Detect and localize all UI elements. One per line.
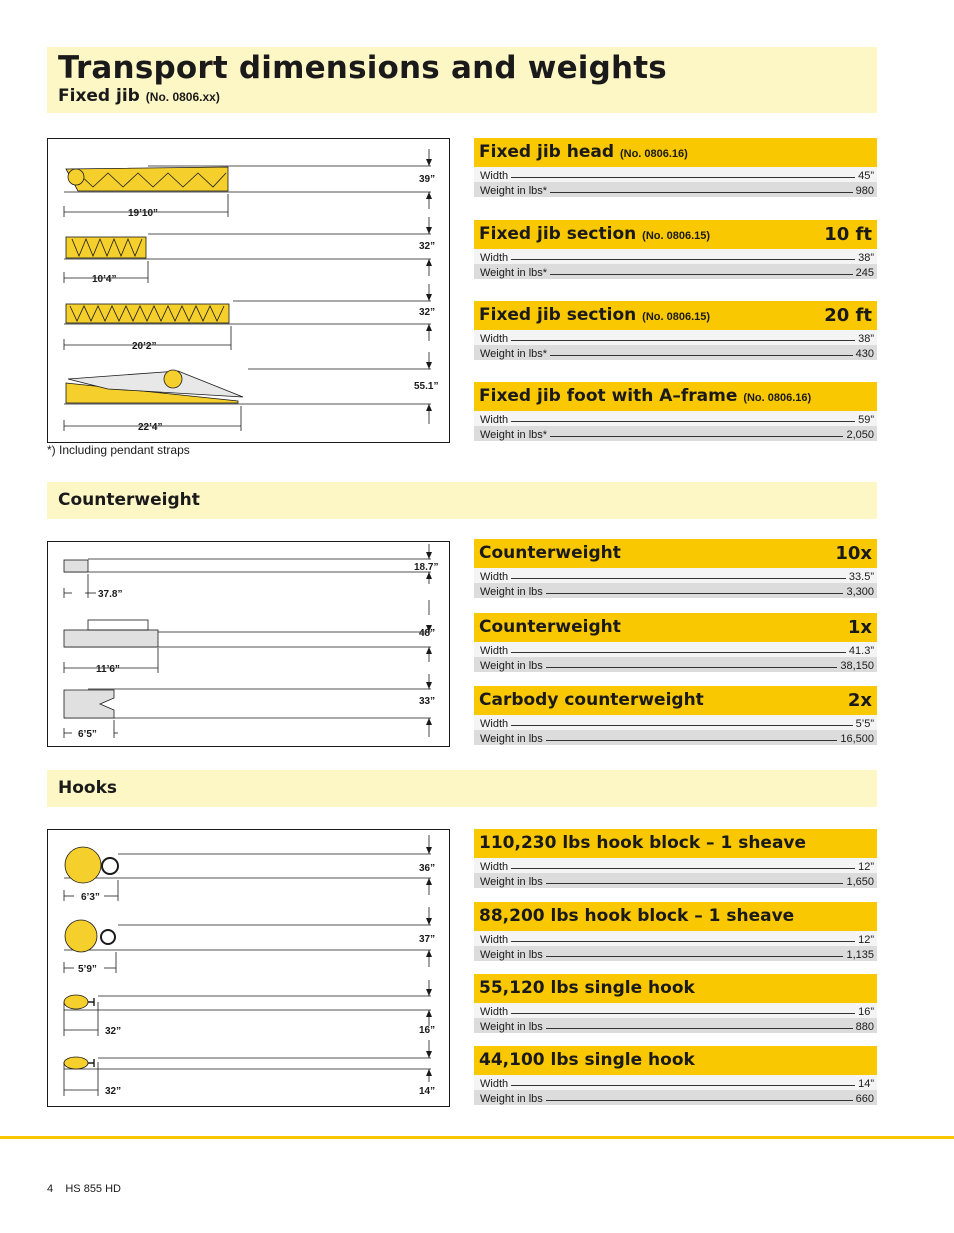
row-value: 12” [858,934,874,946]
hooks-diagram-drawing [48,830,451,1108]
spec-name [479,617,621,637]
leader-line [546,593,844,594]
row-label: Width [480,170,509,182]
spec-header [474,220,877,249]
spec-name-text: Fixed jib foot with A–frame [479,386,738,406]
spec-header [474,382,877,411]
footnote: *) Including pendant straps [47,443,190,457]
spec-qty: 20 ft [824,305,872,326]
jib-h1-label: 39” [419,174,436,185]
spec-ref: (No. 0806.15) [642,311,711,323]
counterweight-section-title: Counterweight [58,490,200,510]
spec-name-text: 88,200 lbs hook block – 1 sheave [479,906,795,926]
spec-ref: (No. 0806.16) [619,148,688,160]
hook-l2-label: 5’9” [78,964,97,975]
leader-line [511,1085,855,1086]
row-value: 12” [858,861,874,873]
spec-header [474,613,877,642]
row-label: Weight in lbs [480,876,543,888]
spec-row-weight [474,345,877,360]
spec-qty: 2x [847,690,872,711]
spec-name-text: Counterweight [479,617,621,637]
row-label: Width [480,861,509,873]
jib-diagram-drawing [48,139,451,444]
spec-header [474,1046,877,1075]
hooks-band [47,770,877,807]
spec-name [479,305,710,325]
leader-line [546,1028,853,1029]
footer [47,1183,121,1195]
subtitle-ref: (No. 0806.xx) [145,90,220,104]
spec-row-weight [474,730,877,745]
row-value: 980 [855,185,874,197]
row-value: 33.5” [848,571,874,583]
jib-h3-label: 32” [419,307,436,318]
spec-row-weight [474,1090,877,1105]
row-value: 3,300 [846,586,874,598]
row-label: Weight in lbs* [480,185,548,197]
spec-header [474,301,877,330]
row-label: Weight in lbs [480,1093,543,1105]
leader-line [546,1100,853,1101]
spec-name-text: Carbody counterweight [479,690,704,710]
row-label: Width [480,1006,509,1018]
spec-hook-block-110230 [474,829,877,888]
leader-line [550,274,853,275]
row-label: Weight in lbs [480,949,543,961]
spec-fixed-jib-section-20ft [474,301,877,360]
leader-line [546,883,844,884]
jib-h2-label: 32” [419,241,436,252]
subtitle-text: Fixed jib [58,86,140,106]
leader-line [511,259,855,260]
row-value: 660 [855,1093,874,1105]
row-label: Weight in lbs [480,1021,543,1033]
hooks-section-title: Hooks [58,778,118,798]
row-label: Width [480,934,509,946]
row-label: Width [480,1078,509,1090]
spec-name [479,386,811,406]
counterweight-diagram [47,541,450,747]
spec-row-width [474,858,877,873]
row-label: Width [480,414,509,426]
cw-h3-label: 33” [419,696,436,707]
spec-name-text: Fixed jib section [479,305,637,325]
jib-l4-label: 22’4” [138,422,163,433]
spec-row-width [474,167,877,182]
spec-name-text: 55,120 lbs single hook [479,978,695,998]
row-label: Width [480,571,509,583]
spec-name-text: Fixed jib head [479,142,615,162]
row-value: 16,500 [840,733,874,745]
hook-l1-label: 6’3” [81,892,100,903]
spec-fixed-jib-foot [474,382,877,441]
spec-name-text: Fixed jib section [479,224,637,244]
counterweight-diagram-drawing [48,542,451,748]
row-label: Width [480,645,509,657]
leader-line [511,725,853,726]
spec-name [479,142,688,162]
spec-header [474,686,877,715]
spec-row-weight [474,264,877,279]
row-value: 16” [858,1006,874,1018]
spec-header [474,829,877,858]
leader-line [550,192,853,193]
cw-h2-label: 48” [419,628,436,639]
spec-row-weight [474,182,877,197]
row-value: 430 [855,348,874,360]
spec-row-weight [474,1018,877,1033]
row-value: 41.3” [848,645,874,657]
row-value: 245 [855,267,874,279]
leader-line [511,340,855,341]
row-value: 38” [858,252,874,264]
spec-row-weight [474,873,877,888]
hook-h3-label: 16” [419,1025,436,1036]
page-subtitle [58,86,220,106]
spec-fixed-jib-head [474,138,877,197]
leader-line [550,436,843,437]
spec-name [479,833,806,853]
page-title: Transport dimensions and weights [58,50,667,86]
footer-rule [0,1136,954,1139]
leader-line [511,1013,855,1014]
spec-single-hook-44100 [474,1046,877,1105]
spec-qty: 10x [835,543,872,564]
spec-hook-block-88200 [474,902,877,961]
row-value: 5’5” [855,718,874,730]
spec-name [479,978,695,998]
row-label: Weight in lbs* [480,267,548,279]
cw-l3-label: 6’5” [78,729,97,740]
spec-row-width [474,642,877,657]
spec-row-weight [474,426,877,441]
leader-line [550,355,853,356]
row-label: Width [480,252,509,264]
spec-ref: (No. 0806.16) [743,392,812,404]
spec-row-width [474,1003,877,1018]
row-label: Weight in lbs [480,660,543,672]
jib-head-drawing [66,167,228,191]
jib-diagram [47,138,450,443]
spec-name [479,1050,695,1070]
row-label: Weight in lbs [480,733,543,745]
spec-row-width [474,931,877,946]
row-value: 1,650 [846,876,874,888]
spec-row-width [474,1075,877,1090]
spec-fixed-jib-section-10ft [474,220,877,279]
spec-row-weight [474,657,877,672]
jib-l3-label: 20’2” [132,341,157,352]
spec-row-weight [474,583,877,598]
spec-header [474,902,877,931]
spec-counterweight-10x [474,539,877,598]
cw-l2-label: 11’6” [96,664,120,675]
hook-h1-label: 36” [419,863,436,874]
leader-line [511,868,855,869]
row-value: 38” [858,333,874,345]
spec-header [474,138,877,167]
spec-row-width [474,411,877,426]
spec-qty: 1x [847,617,872,638]
spec-row-width [474,715,877,730]
row-value: 1,135 [846,949,874,961]
row-label: Width [480,718,509,730]
row-label: Width [480,333,509,345]
hook-l4-label: 32” [105,1086,122,1097]
hook-h2-label: 37” [419,934,436,945]
hook-h4-label: 14” [419,1086,436,1097]
row-label: Weight in lbs* [480,429,548,441]
row-value: 59” [858,414,874,426]
leader-line [511,652,846,653]
row-value: 14” [858,1078,874,1090]
leader-line [511,578,846,579]
spec-name-text: 44,100 lbs single hook [479,1050,695,1070]
spec-header [474,539,877,568]
spec-name-text: 110,230 lbs hook block – 1 sheave [479,833,807,853]
spec-name [479,543,621,563]
cw-h1-label: 18.7” [414,562,439,573]
leader-line [546,956,844,957]
leader-line [546,667,838,668]
row-label: Weight in lbs* [480,348,548,360]
leader-line [511,941,855,942]
spec-single-hook-55120 [474,974,877,1033]
spec-row-width [474,330,877,345]
spec-ref: (No. 0806.15) [642,230,711,242]
spec-carbody-counterweight [474,686,877,745]
row-value: 45” [858,170,874,182]
spec-qty: 10 ft [824,224,872,245]
jib-l1-label: 19’10” [128,208,159,219]
spec-row-width [474,249,877,264]
leader-line [546,740,838,741]
spec-name [479,690,704,710]
spec-name-text: Counterweight [479,543,621,563]
spec-row-weight [474,946,877,961]
model-name: HS 855 HD [65,1183,121,1195]
cw-l1-label: 37.8” [98,589,123,600]
hooks-diagram [47,829,450,1107]
jib-l2-label: 10’4” [92,274,117,285]
spec-name [479,906,794,926]
row-value: 38,150 [840,660,874,672]
spec-counterweight-1x [474,613,877,672]
spec-name [479,224,710,244]
row-label: Weight in lbs [480,586,543,598]
jib-h4-label: 55.1” [414,381,439,392]
leader-line [511,421,855,422]
spec-header [474,974,877,1003]
hook-l3-label: 32” [105,1026,122,1037]
row-value: 880 [855,1021,874,1033]
spec-row-width [474,568,877,583]
row-value: 2,050 [846,429,874,441]
leader-line [511,177,855,178]
page-number: 4 [47,1183,54,1195]
